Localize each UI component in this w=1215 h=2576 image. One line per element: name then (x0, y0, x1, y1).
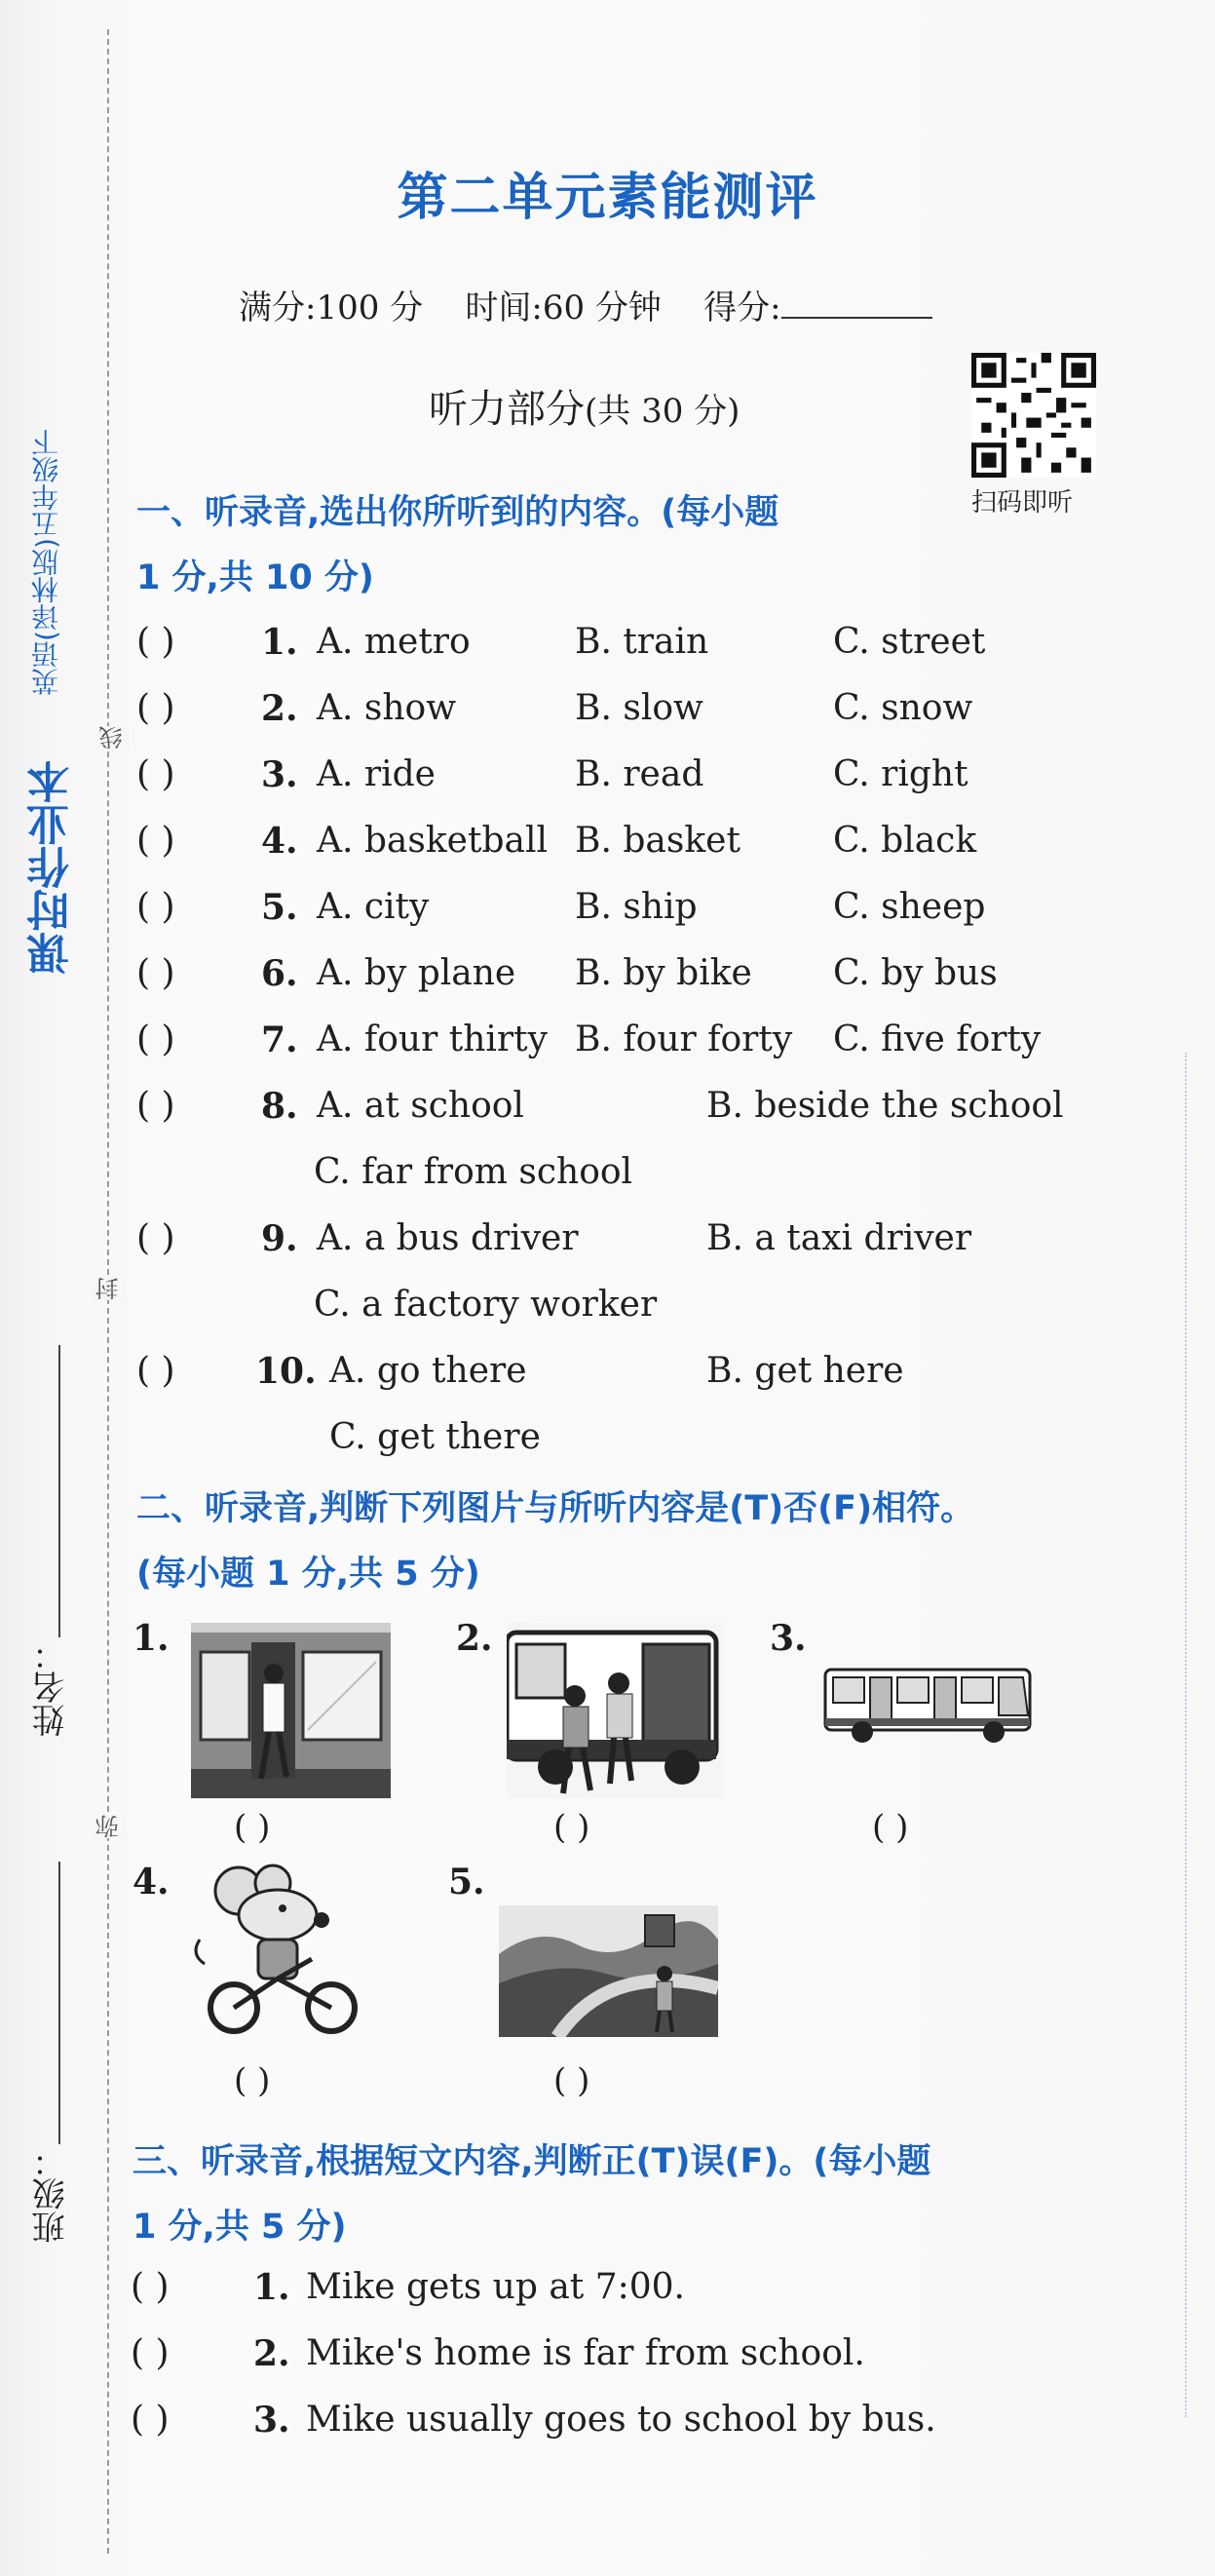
option-b: B. read (575, 754, 704, 794)
right-margin-line (1185, 1053, 1187, 2417)
answer-blank[interactable]: ( ) (131, 2267, 170, 2307)
section2-title: 二、听录音,判断下列图片与所听内容是(T)否(F)相符。 (136, 1489, 975, 1528)
score-blank[interactable] (781, 291, 932, 319)
bus-picture (823, 1662, 1038, 1749)
answer-blank[interactable]: ( ) (136, 622, 175, 662)
option-c: C. by bus (833, 953, 998, 993)
section2-subtitle: (每小题 1 分,共 5 分) (136, 1555, 480, 1594)
statement-number: 3. (253, 2400, 290, 2441)
full-score: 满分:100 分 (239, 288, 424, 327)
option-a: A. four thirty (317, 1019, 548, 1059)
option-a: A. go there (329, 1351, 527, 1391)
option-b: B. slow (575, 688, 703, 728)
option-c: C. a factory worker (314, 1285, 658, 1325)
statement-text: Mike gets up at 7:00. (306, 2267, 686, 2307)
score-info (239, 281, 932, 328)
answer-blank[interactable]: ( ) (136, 953, 175, 993)
picture-number: 4. (133, 1862, 170, 1903)
answer-blank[interactable]: ( ) (136, 821, 175, 861)
option-b: B. a taxi driver (706, 1218, 972, 1258)
listening-title: 听力部分 (429, 387, 585, 432)
class-label: 班级： (32, 2144, 71, 2244)
option-a: A. a bus driver (317, 1218, 579, 1258)
option-b: B. get here (706, 1351, 904, 1391)
listening-points: (共 30 分) (585, 392, 740, 431)
question-number: 3. (261, 754, 298, 795)
question-number: 9. (261, 1218, 298, 1259)
question-number: 7. (261, 1019, 298, 1060)
statement-number: 2. (253, 2333, 290, 2374)
statement-number: 1. (253, 2267, 290, 2308)
option-b: B. ship (575, 887, 698, 927)
section1-subtitle: 1 分,共 10 分) (136, 558, 374, 597)
question-number: 1. (261, 622, 298, 663)
question-number: 8. (261, 1086, 298, 1127)
binding-mark-mi: 弥 (92, 1815, 126, 1838)
answer-blank[interactable]: ( ) (136, 887, 175, 927)
option-c: C. black (833, 821, 977, 861)
option-c: C. right (833, 754, 968, 794)
option-c: C. get there (329, 1417, 541, 1457)
train-door-passenger-picture (191, 1623, 391, 1798)
question-number: 10. (255, 1351, 317, 1392)
option-b: B. four forty (575, 1019, 793, 1059)
answer-blank[interactable]: ( ) (136, 688, 175, 728)
binding-mark-line: 线 (95, 726, 130, 750)
question-number: 6. (261, 953, 298, 994)
option-a: A. city (317, 887, 430, 927)
option-a: A. show (317, 688, 457, 728)
section3-subtitle: 1 分,共 5 分) (133, 2208, 347, 2247)
question-number: 5. (261, 887, 298, 928)
statement-text: Mike usually goes to school by bus. (306, 2400, 936, 2440)
option-c: C. five forty (833, 1019, 1042, 1059)
answer-blank[interactable]: ( ) (136, 1218, 175, 1258)
answer-blank[interactable]: ( ) (136, 754, 175, 794)
qr-caption: 扫码即听 (971, 488, 1074, 518)
class-field[interactable] (58, 1862, 60, 2144)
listening-heading (429, 378, 740, 434)
children-boarding-bus-picture (507, 1623, 723, 1798)
picture-answer[interactable]: ( ) (553, 2061, 590, 2100)
statement-text: Mike's home is far from school. (306, 2333, 865, 2373)
option-c: C. snow (833, 688, 973, 728)
option-a: A. metro (317, 622, 471, 662)
picture-answer[interactable]: ( ) (553, 1808, 590, 1847)
answer-blank[interactable]: ( ) (131, 2400, 170, 2440)
brand-logo: 课时作业本 (27, 760, 77, 975)
qr-code-icon[interactable] (971, 353, 1096, 478)
question-number: 2. (261, 688, 298, 729)
picture-answer[interactable]: ( ) (234, 1808, 271, 1847)
picture-number: 1. (133, 1618, 170, 1659)
picture-number: 5. (448, 1862, 485, 1903)
option-a: A. at school (317, 1086, 524, 1126)
mouse-riding-bike-picture (185, 1862, 370, 2037)
option-a: A. by plane (317, 953, 516, 993)
answer-blank[interactable]: ( ) (136, 1019, 175, 1059)
question-number: 4. (261, 821, 298, 862)
option-b: B. by bike (575, 953, 752, 993)
name-field[interactable] (58, 1345, 60, 1637)
option-c: C. sheep (833, 887, 986, 927)
picture-number: 2. (456, 1618, 493, 1659)
option-b: B. train (575, 622, 709, 662)
picture-answer[interactable]: ( ) (872, 1808, 909, 1847)
option-b: B. basket (575, 821, 740, 861)
option-b: B. beside the school (706, 1086, 1064, 1126)
option-a: A. basketball (317, 821, 548, 861)
picture-answer[interactable]: ( ) (234, 2061, 271, 2100)
name-label: 姓名： (32, 1637, 71, 1737)
score-label: 得分: (703, 288, 781, 327)
answer-blank[interactable]: ( ) (136, 1086, 175, 1126)
section3-title: 三、听录音,根据短文内容,判断正(T)误(F)。(每小题 (133, 2142, 931, 2181)
option-c: C. far from school (314, 1152, 633, 1192)
answer-blank[interactable]: ( ) (131, 2333, 170, 2373)
picture-number: 3. (770, 1618, 807, 1659)
binding-mark-seal: 封 (92, 1277, 126, 1300)
time-limit: 时间:60 分钟 (465, 288, 662, 327)
section1-title: 一、听录音,选出你所听到的内容。(每小题 (136, 493, 779, 532)
option-c: C. street (833, 622, 986, 662)
page-title: 第二单元素能测评 (397, 169, 818, 227)
brand-subtitle: 英语(译林版)五年级下 (30, 429, 62, 696)
answer-blank[interactable]: ( ) (136, 1351, 175, 1391)
option-a: A. ride (317, 754, 436, 794)
great-wall-picture (499, 1905, 718, 2037)
